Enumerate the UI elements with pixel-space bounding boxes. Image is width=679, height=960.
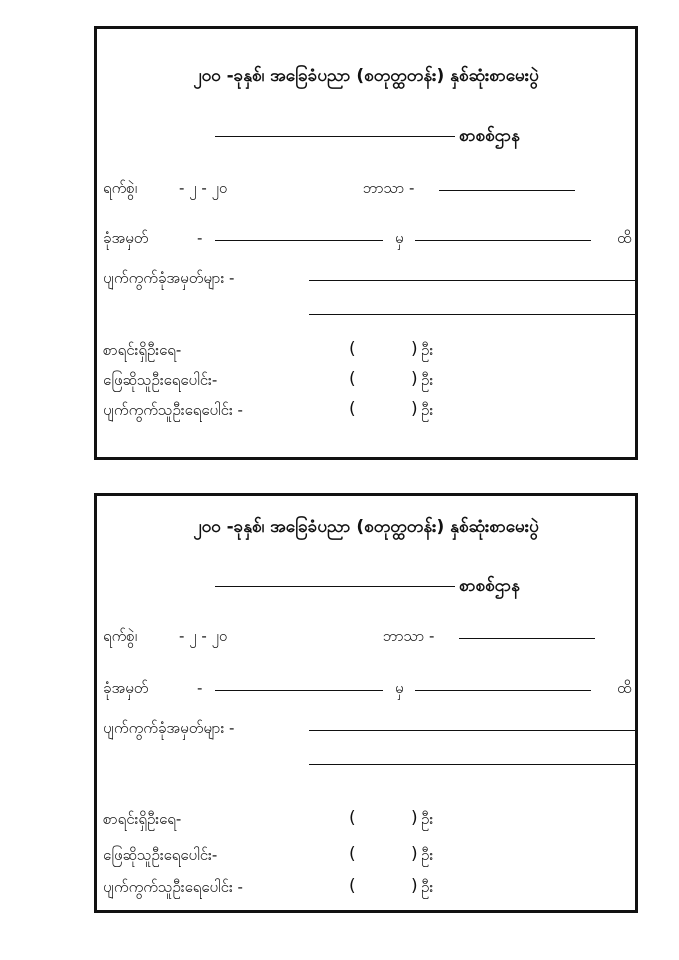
- roll-from-line[interactable]: [215, 690, 383, 691]
- answered-open-paren: (: [349, 369, 356, 389]
- center-name-line[interactable]: [215, 136, 455, 137]
- enrolled-count-label: စာရင်းရှိဦးရေ-: [103, 341, 182, 359]
- subject-line[interactable]: [439, 190, 575, 191]
- enrolled-unit: ဦး: [421, 810, 434, 828]
- absent-unit: ဦး: [421, 401, 434, 419]
- enrolled-open-paren: (: [349, 339, 356, 359]
- answered-close-paren: ): [411, 844, 418, 864]
- absent-open-paren: (: [349, 876, 356, 896]
- roll-number-label: ခုံအမှတ်: [103, 229, 149, 247]
- absent-close-paren: ): [411, 876, 418, 896]
- exam-form-card: [94, 493, 638, 913]
- answered-unit: ဦး: [421, 846, 434, 864]
- roll-number-label: ခုံအမှတ်: [103, 679, 149, 697]
- roll-to-line[interactable]: [415, 690, 591, 691]
- enrolled-open-paren: (: [349, 808, 356, 828]
- subject-label: ဘာသာ -: [383, 627, 435, 645]
- enrolled-close-paren: ): [411, 808, 418, 828]
- absent-roll-label: ပျက်ကွက်ခုံအမှတ်များ -: [103, 269, 235, 287]
- absent-count-label: ပျက်ကွက်သူဦးရေပေါင်း -: [103, 878, 243, 896]
- from-label: မှ: [395, 679, 404, 697]
- absent-close-paren: ): [411, 399, 418, 419]
- enrolled-unit: ဦး: [421, 341, 434, 359]
- date-label: ရက်စွဲ၊: [103, 627, 138, 645]
- absent-open-paren: (: [349, 399, 356, 419]
- date-label: ရက်စွဲ၊: [103, 179, 138, 197]
- from-label: မှ: [395, 229, 404, 247]
- date-value: - ၂ - ၂၀: [179, 627, 228, 645]
- to-label: ထိ: [617, 229, 632, 247]
- dash: -: [197, 229, 203, 247]
- enrolled-count-label: စာရင်းရှိဦးရေ-: [103, 810, 182, 828]
- form-title: ၂၀၀ -ခုနှစ်၊ အခြေခံပညာ (စတုတ္ထတန်း) နှစ်ဆုံးစာမေးပွဲ: [193, 66, 539, 86]
- roll-from-line[interactable]: [215, 240, 383, 241]
- exam-form-card: [94, 26, 638, 460]
- absent-roll-line-2[interactable]: [309, 314, 637, 315]
- exam-center-label: စာစစ်ဌာန: [459, 576, 520, 596]
- exam-center-label: စာစစ်ဌာန: [459, 126, 520, 146]
- answered-unit: ဦး: [421, 371, 434, 389]
- subject-label: ဘာသာ -: [363, 179, 415, 197]
- answered-close-paren: ): [411, 369, 418, 389]
- absent-roll-line-2[interactable]: [309, 764, 637, 765]
- subject-line[interactable]: [459, 638, 595, 639]
- enrolled-close-paren: ): [411, 339, 418, 359]
- date-value: - ၂ - ၂၀: [179, 179, 228, 197]
- answered-count-label: ဖြေဆိုသူဦးရေပေါင်း-: [103, 846, 218, 864]
- dash: -: [197, 679, 203, 697]
- roll-to-line[interactable]: [415, 240, 591, 241]
- absent-count-label: ပျက်ကွက်သူဦးရေပေါင်း -: [103, 401, 243, 419]
- absent-roll-line-1[interactable]: [309, 730, 637, 731]
- absent-unit: ဦး: [421, 878, 434, 896]
- center-name-line[interactable]: [215, 586, 455, 587]
- absent-roll-line-1[interactable]: [309, 280, 637, 281]
- to-label: ထိ: [617, 679, 632, 697]
- answered-count-label: ဖြေဆိုသူဦးရေပေါင်း-: [103, 371, 218, 389]
- absent-roll-label: ပျက်ကွက်ခုံအမှတ်များ -: [103, 719, 235, 737]
- form-title: ၂၀၀ -ခုနှစ်၊ အခြေခံပညာ (စတုတ္ထတန်း) နှစ်ဆုံးစာမေးပွဲ: [193, 517, 539, 537]
- answered-open-paren: (: [349, 844, 356, 864]
